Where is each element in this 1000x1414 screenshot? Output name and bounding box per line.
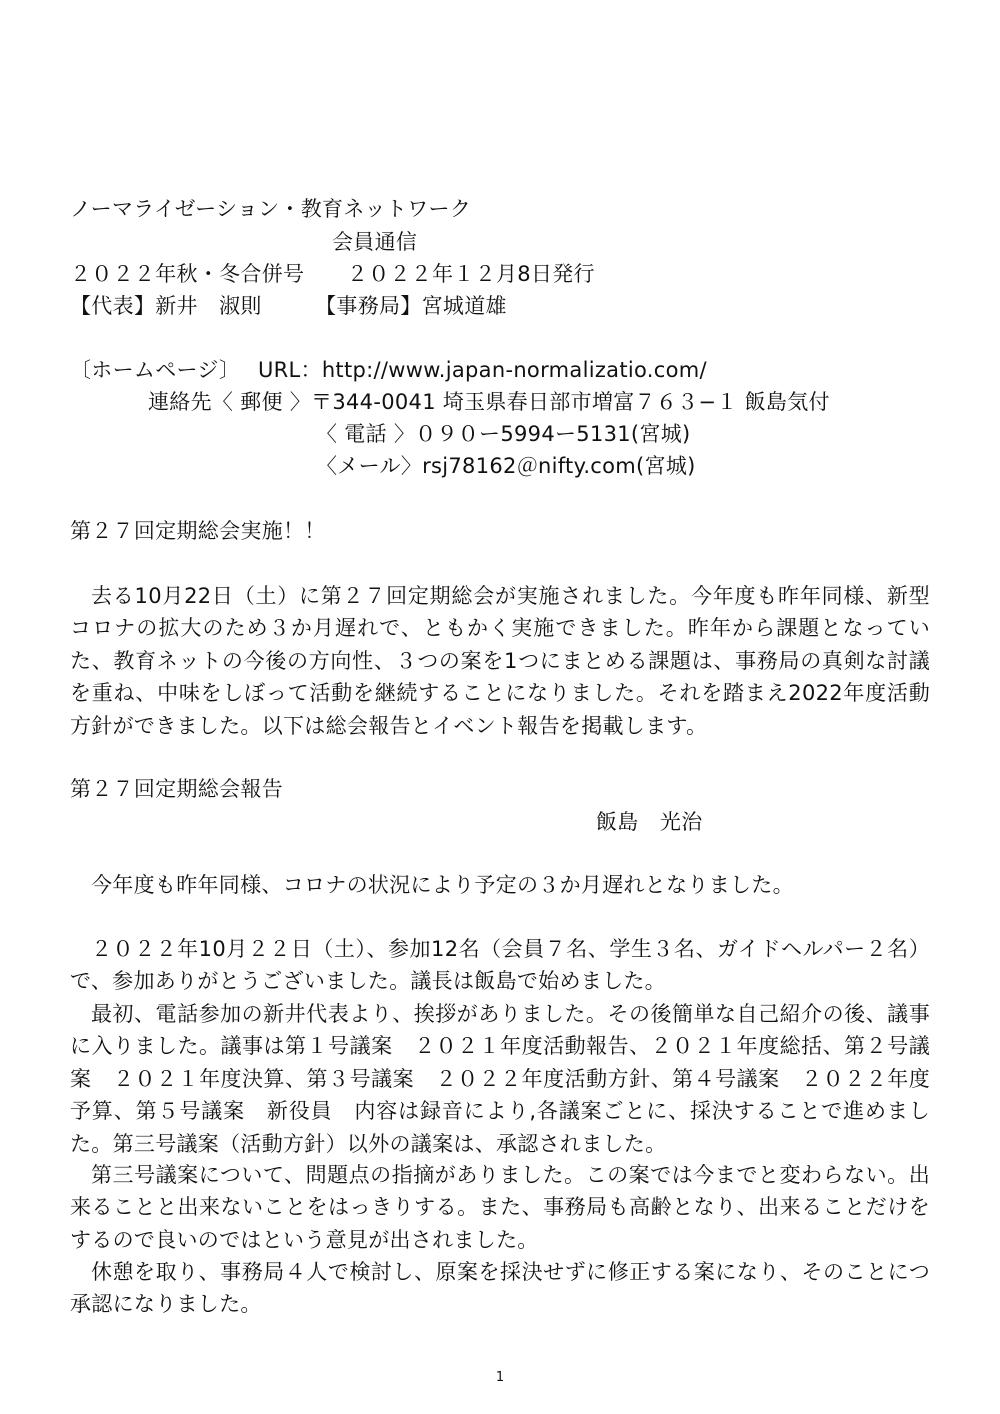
section2-paragraph-4: 第三号議案について、問題点の指摘がありました。この案では今までと変わらない。出来ることと出来ないことをはっきりする。また、事務局も高齢となり、出来ることだけをするので良いのではという意見が出されました。	[70, 1163, 930, 1252]
section1-body: 去る10月22日（土）に第２７回定期総会が実施されました。今年度も昨年同様、新型コロナの拡大のため３か月遅れで、ともかく実施できました。昨年から課題となっていた、教育ネットの今後の方向性、３つの案を1つにまとめる課題は、事務局の真剣な討議を重ね、中味をしぼって活動を継続することになりました。それを踏まえ2022年度活動方針ができました。以下は総会報告とイベント報告を掲載します。	[70, 584, 930, 738]
section2-paragraph-3: 最初、電話参加の新井代表より、挨拶がありました。その後簡単な自己紹介の後、議事に入りました。議事は第１号議案 ２０２１年度活動報告、２０２１年度総括、第２号議案 ２０２１年度決算、第３号議案 ２０２２年度活動方針、第４号議案 ２０２２年度予算、第５号議案 新役員 内容は録音により,各議案ごとに、採決することで進めました。第三号議案（活動方針）以外の議案は、承認されました。	[70, 1002, 930, 1156]
section2-paragraph-5: 休憩を取り、事務局４人で検討し、原案を採決せずに修正する案になり、そのことにつ承認になりました。	[70, 1260, 930, 1317]
phone-line: 〈 電話 〉０９０ー5994ー5131(宮城)	[316, 422, 691, 446]
issue-line: ２０２２年秋・冬合併号 ２０２２年１２月8日発行	[70, 262, 595, 286]
postal-address-line: 連絡先〈 郵便 〉〒344-0041 埼玉県春日部市増富７６３−１ 飯島気付	[148, 390, 830, 414]
section1-heading: 第２７回定期総会実施！！	[70, 519, 326, 543]
page-number: 1	[495, 1370, 505, 1385]
newsletter-title: 会員通信	[332, 230, 418, 254]
section2-author: 飯島 光治	[596, 810, 703, 834]
section2-paragraph-2: ２０２２年10月２２日（土）、参加12名（会員７名、学生３名、ガイドヘルパー２名）で、参加ありがとうございました。議長は飯島で始めました。	[70, 937, 930, 994]
email-line: 〈メール〉rsj78162＠nifty.com(宮城)	[316, 454, 696, 478]
section2-heading: 第２７回定期総会報告	[70, 777, 283, 801]
section2-paragraph-1: 今年度も昨年同様、コロナの状況により予定の３か月遅れとなりました。	[91, 873, 794, 897]
representative-line: 【代表】新井 淑則 【事務局】宮城道雄	[70, 294, 507, 318]
homepage-line: 〔ホームページ〕 URL：http://www.japan-normalizatio.com/	[70, 358, 707, 382]
org-name: ノーマライゼーション・教育ネットワーク	[70, 197, 472, 221]
